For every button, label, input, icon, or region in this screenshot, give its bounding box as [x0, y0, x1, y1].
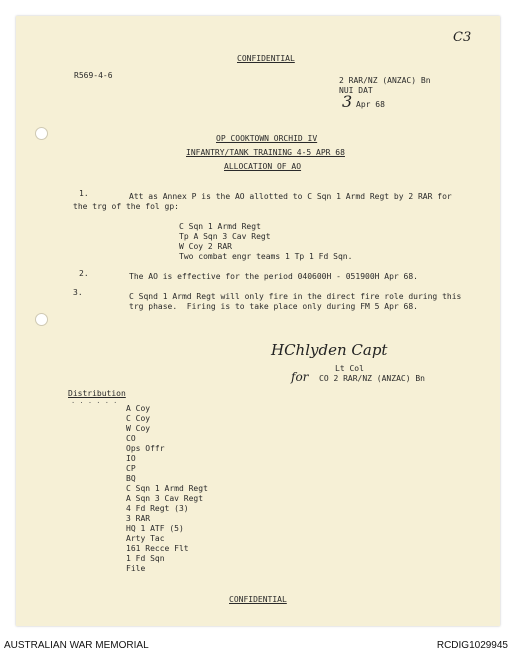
group-item: C Sqn 1 Armd Regt: [179, 222, 261, 231]
punch-hole-bottom: [35, 313, 48, 326]
bottom-classification: CONFIDENTIAL: [229, 595, 287, 604]
para-3-number: 3.: [73, 288, 83, 297]
distribution-item: File: [126, 564, 146, 573]
distribution-dots: . . . . . .: [71, 397, 118, 405]
date-month-year: Apr 68: [356, 100, 385, 109]
title-line-1: OP COOKTOWN ORCHID IV: [216, 134, 318, 143]
distribution-item: IO: [126, 454, 136, 463]
distribution-item: Ops Offr: [126, 444, 165, 453]
for-mark: for: [291, 370, 309, 384]
distribution-item: A Sqn 3 Cav Regt: [126, 494, 204, 503]
title-line-3: ALLOCATION OF AO: [224, 162, 302, 171]
group-item: Tp A Sqn 3 Cav Regt: [179, 232, 271, 241]
top-classification: CONFIDENTIAL: [237, 54, 295, 63]
para-2-number: 2.: [79, 269, 89, 278]
distribution-item: A Coy: [126, 404, 151, 413]
distribution-item: C Sqn 1 Armd Regt: [126, 484, 208, 493]
signature: HChlyden Capt: [271, 341, 388, 359]
location: NUI DAT: [339, 86, 373, 95]
para-1-line-2: the trg of the fol gp:: [73, 202, 179, 211]
distribution-heading: Distribution: [68, 389, 126, 398]
distribution-item: C Coy: [126, 414, 151, 423]
para-2-text: The AO is effective for the period 040600H - 051900H Apr 68.: [129, 272, 418, 281]
distribution-item: W Coy: [126, 424, 151, 433]
distribution-item: BQ: [126, 474, 136, 483]
distribution-item: HQ 1 ATF (5): [126, 524, 184, 533]
reference-number: R569-4-6: [74, 71, 113, 80]
distribution-item: CO: [126, 434, 136, 443]
title-line-2: INFANTRY/TANK TRAINING 4-5 APR 68: [186, 148, 345, 157]
distribution-item: Arty Tac: [126, 534, 165, 543]
punch-hole-top: [35, 127, 48, 140]
footer-record-id: RCDIG1029945: [436, 640, 508, 651]
signatory-title: CO 2 RAR/NZ (ANZAC) Bn: [319, 374, 425, 383]
signatory-rank: Lt Col: [335, 364, 364, 373]
footer-archive-name: AUSTRALIAN WAR MEMORIAL: [4, 640, 149, 651]
document-page: [16, 16, 500, 626]
para-1-line-1: Att as Annex P is the AO allotted to C Sqn 1 Armd Regt by 2 RAR for: [129, 192, 452, 201]
para-1-number: 1.: [79, 189, 89, 198]
group-item: W Coy 2 RAR: [179, 242, 232, 251]
corner-mark: C3: [453, 30, 472, 45]
distribution-item: 161 Recce Flt: [126, 544, 189, 553]
distribution-item: CP: [126, 464, 136, 473]
distribution-item: 1 Fd Sqn: [126, 554, 165, 563]
distribution-item: 4 Fd Regt (3): [126, 504, 189, 513]
distribution-item: 3 RAR: [126, 514, 151, 523]
date-day: 3: [342, 92, 353, 111]
unit-name: 2 RAR/NZ (ANZAC) Bn: [339, 76, 431, 85]
para-3-line-2: trg phase. Firing is to take place only during FM 5 Apr 68.: [129, 302, 418, 311]
para-3-line-1: C Sqnd 1 Armd Regt will only fire in the direct fire role during this: [129, 292, 462, 301]
group-item: Two combat engr teams 1 Tp 1 Fd Sqn.: [179, 252, 353, 261]
